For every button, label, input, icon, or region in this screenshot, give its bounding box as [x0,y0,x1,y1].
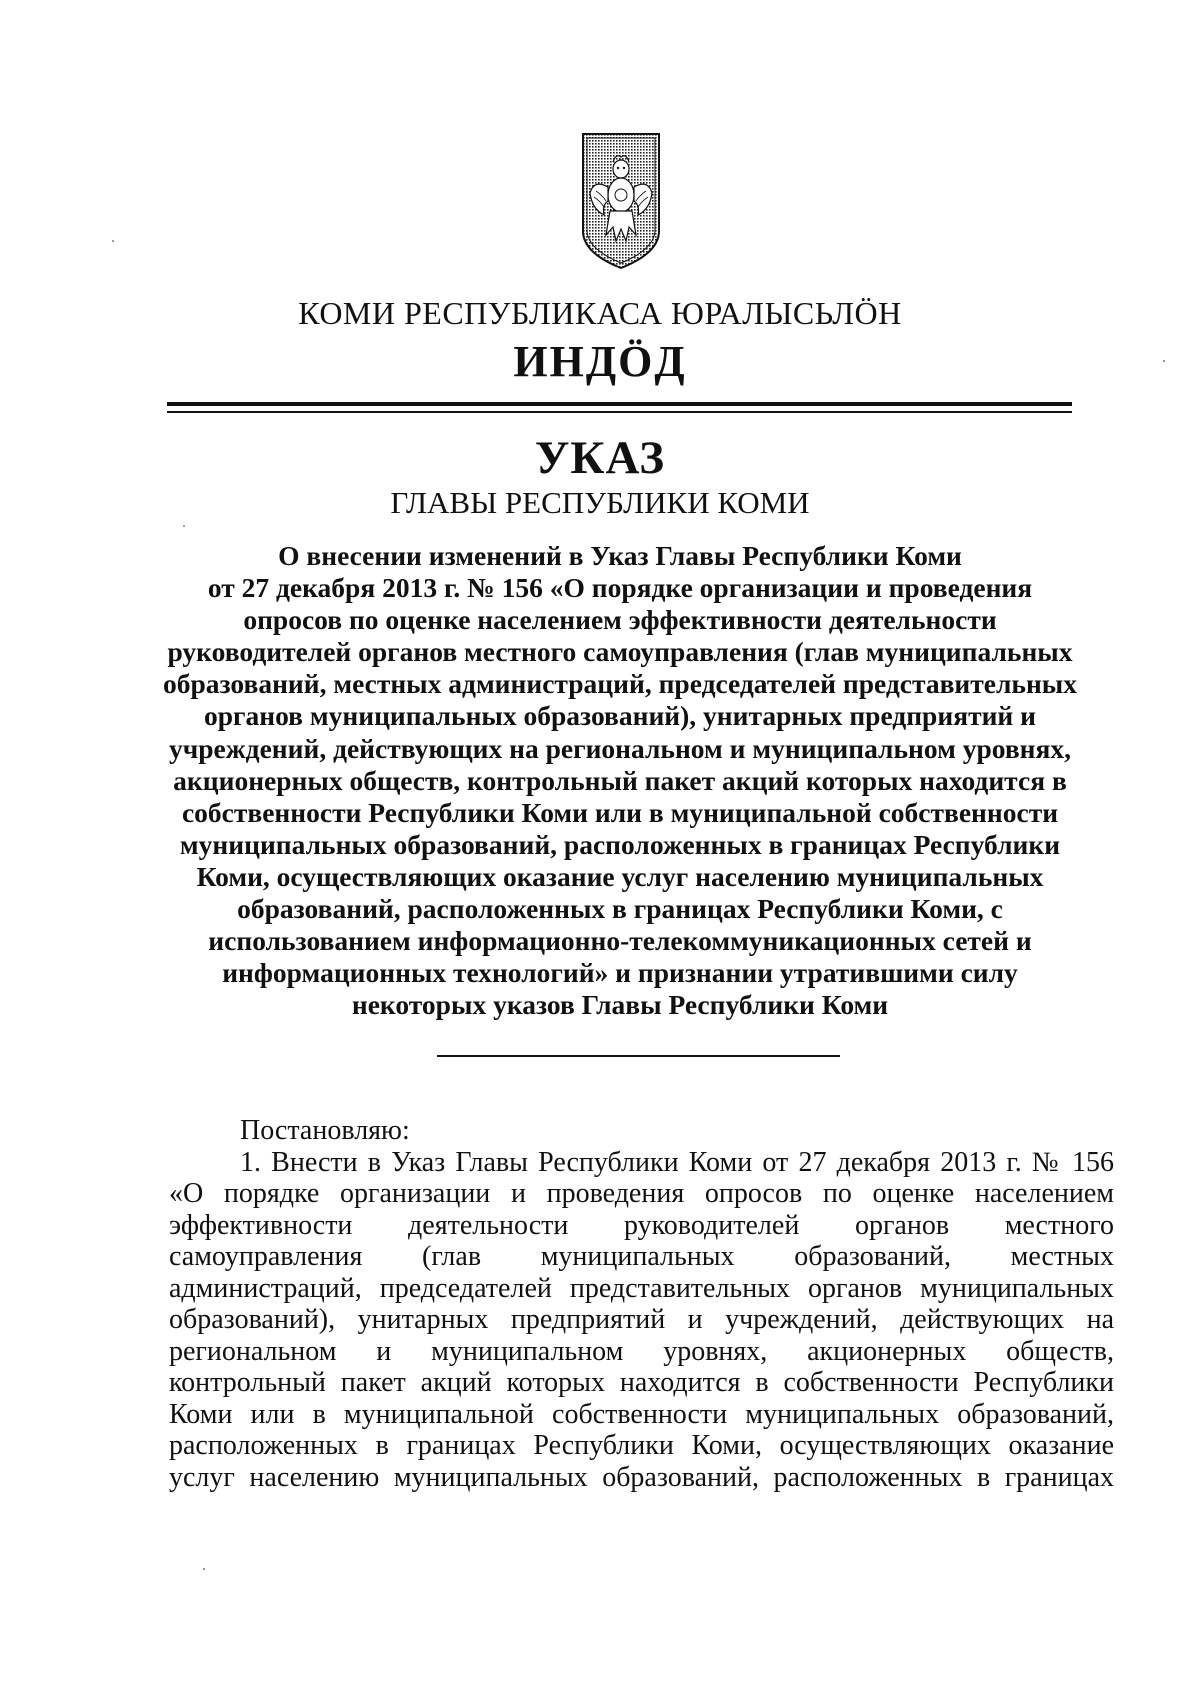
title-line: информационных технологий» и признании утратившими силу [222,957,1018,989]
header-divider-thin [167,411,1072,413]
body-line: администраций, председателей представительных органов муниципальных [169,1272,1114,1304]
body-line: 1. Внести в Указ Главы Республики Коми от 27 декабря 2013 г. № 156 [240,1146,1114,1178]
header-divider-thick [167,402,1072,406]
decree-title [150,540,1090,1021]
decree-issuer: ГЛАВЫ РЕСПУБЛИКИ КОМИ [390,485,810,520]
title-line: образований, местных администраций, председателей представительных [162,668,1078,700]
scan-speck [183,525,185,527]
decree-resolution-word: Постановляю: [240,1115,410,1146]
title-line: опросов по оценке населением эффективности деятельности [243,604,997,636]
title-line: образований, расположенных в границах Республики Коми, с [237,893,1003,925]
title-line: муниципальных образований, расположенных в границах Республики [179,828,1061,860]
title-line: учреждений, действующих на региональном и муниципальном уровнях, [168,732,1072,764]
komi-coat-of-arms-icon [580,131,662,271]
body-line: расположенных в границах Республики Коми, осуществляющих оказание [169,1430,1114,1461]
title-line: О внесении изменений в Указ Главы Республики Коми [278,540,962,571]
title-line: органов муниципальных образований), унитарных предприятий и [203,700,1036,732]
body-line: образований), унитарных предприятий и учреждений, действующих на [169,1304,1114,1335]
body-line: эффективности деятельности руководителей органов местного [169,1209,1114,1241]
title-line: от 27 декабря 2013 г. № 156 «О порядке организации и проведения [207,572,1033,604]
komi-header-name: КОМИ РЕСПУБЛИКАСА ЮРАЛЫСЬЛÖН [298,295,902,331]
body-line: «О порядке организации и проведения опросов по оценке населением [169,1178,1114,1209]
scan-speck [1163,360,1165,362]
title-line: руководителей органов местного самоуправления (глав муниципальных [167,636,1073,668]
decree-body [169,1115,1114,1493]
decree-type: УКАЗ [534,432,666,484]
title-divider [437,1055,840,1057]
title-line: использованием информационно-телекоммуникационных сетей и [208,925,1032,957]
title-line: акционерных обществ, контрольный пакет акций которых находится в [173,764,1067,796]
scan-speck [203,1568,205,1570]
title-line: некоторых указов Главы Республики Коми [351,989,889,1021]
title-line: собственности Республики Коми или в муниципальной собственности [181,796,1059,828]
scan-speck [112,240,114,242]
komi-header-title: ИНДÖД [513,337,687,386]
body-line: Коми или в муниципальной собственности муниципальных образований, [169,1398,1114,1430]
body-line: услуг населению муниципальных образований, расположенных в границах [169,1461,1114,1493]
body-line: контрольный пакет акций которых находится в собственности Республики [169,1367,1114,1398]
title-line: Коми, осуществляющих оказание услуг населению муниципальных [196,860,1044,892]
body-line: самоуправления (глав муниципальных образований, местных [169,1241,1114,1272]
body-line: региональном и муниципальном уровнях, акционерных обществ, [169,1335,1114,1367]
